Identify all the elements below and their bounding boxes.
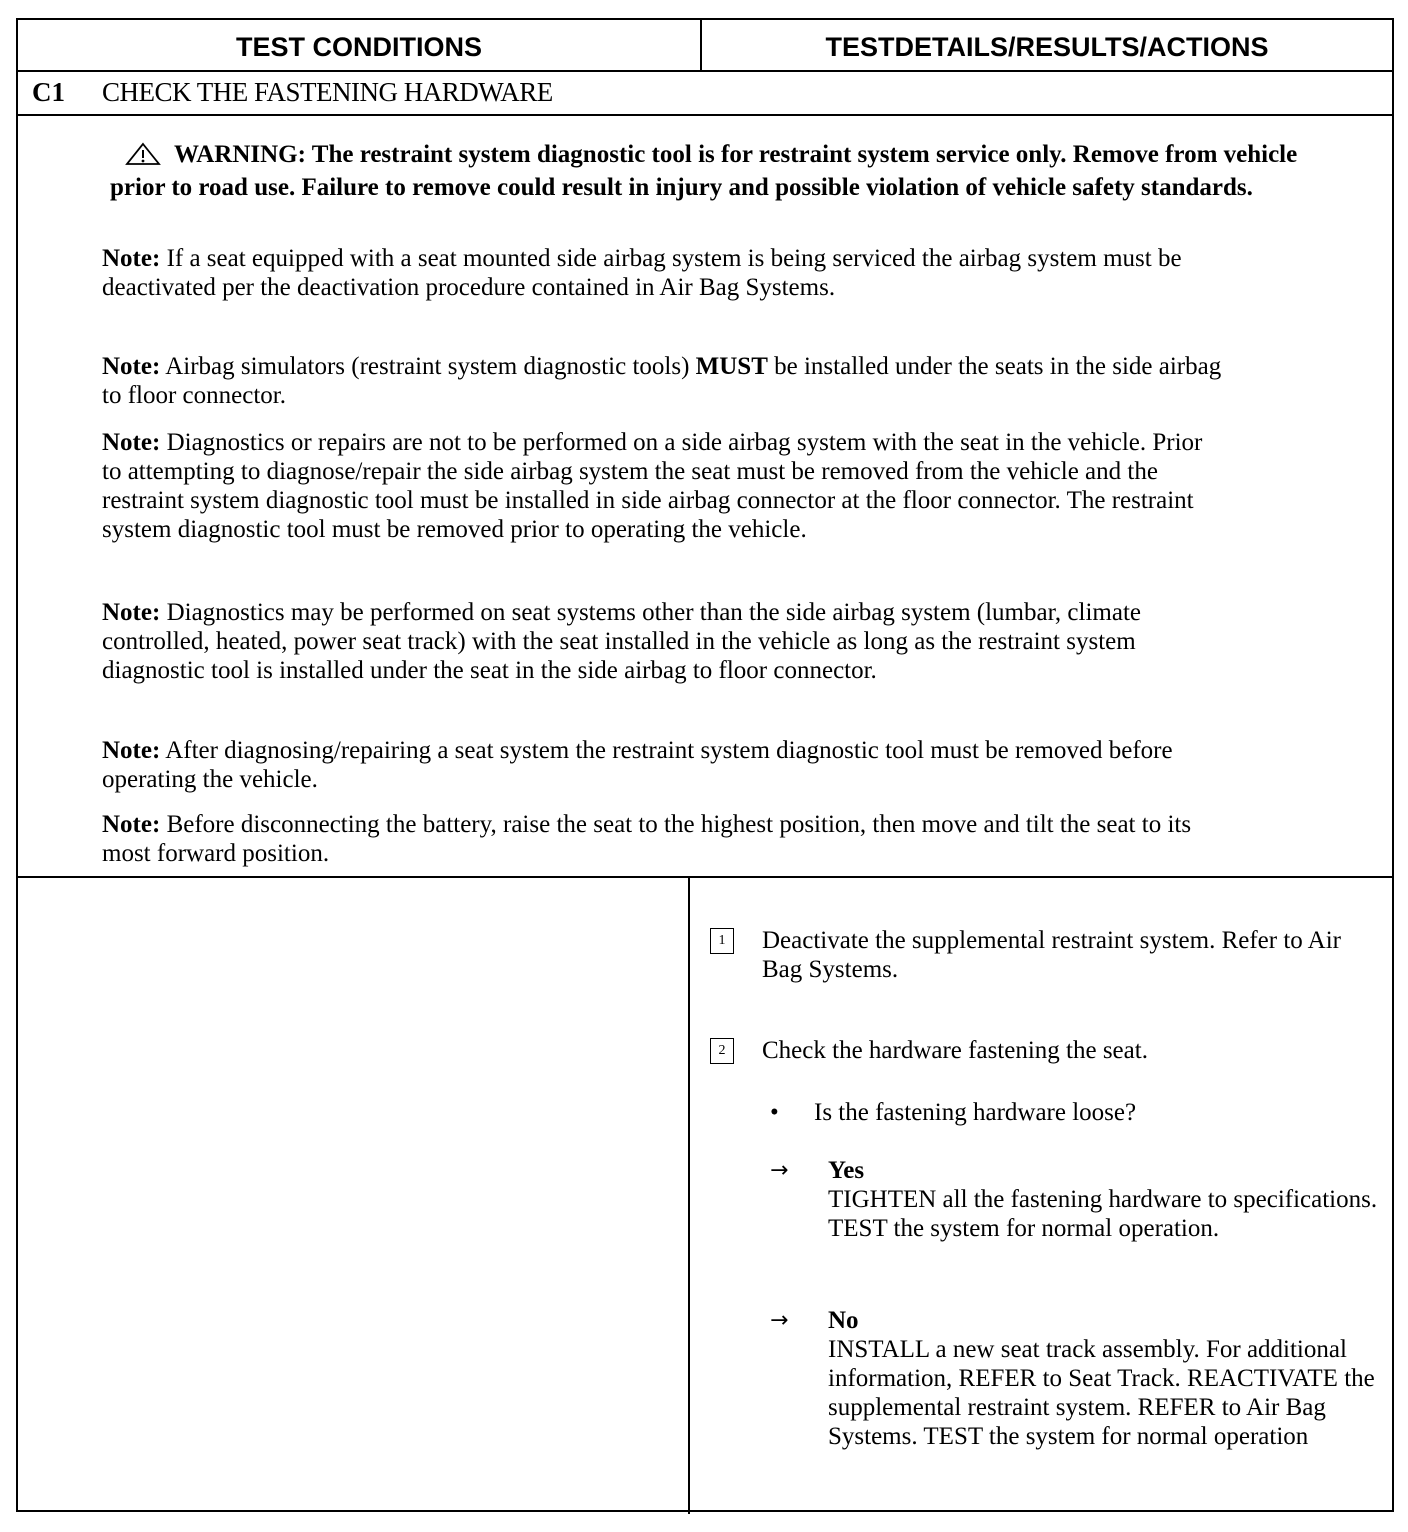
note-2 [102,352,1222,410]
step-number-box: 1 [710,928,734,954]
header-test-details: TESTDETAILS/RESULTS/ACTIONS [825,32,1269,62]
note-text: If a seat equipped with a seat mounted side airbag system is being serviced the airbag system must be deactivated per the deactivation procedure contained in Air Bag Systems. [102,245,1182,301]
note-label: Note: [102,811,161,838]
diagnostic-table [16,18,1394,1512]
notes-panel [18,116,1392,878]
note-5 [102,736,1222,794]
section-code: C1 [32,77,65,107]
bullet-icon: • [770,1099,779,1126]
note-text: After diagnosing/repairing a seat system the restraint system diagnostic tool must be removed before operating the vehicle. [102,737,1173,793]
note-emphasis: MUST [695,353,768,380]
question-text: Is the fastening hardware loose? [814,1099,1137,1126]
warning-label: WARNING: [174,141,306,168]
note-1 [102,244,1222,302]
step-text: Check the hardware fastening the seat. [762,1037,1148,1064]
warning-block [110,140,1310,202]
note-text: be installed under the seats in the side airbag to floor connector. [102,353,1222,409]
warning-triangle-icon [124,142,162,173]
header-test-conditions: TEST CONDITIONS [18,20,702,70]
note-3 [102,428,1222,544]
section-title-row [18,72,1392,116]
table-header [18,20,1392,72]
note-label: Note: [102,353,161,380]
note-label: Note: [102,245,161,272]
answer-text: INSTALL a new seat track assembly. For additional information, REFER to Seat Track. REACTIVATE the supplemental restraint system. REFER to Air Bag Systems. TEST the system for normal operation [828,1336,1375,1450]
note-6 [102,810,1222,868]
note-label: Note: [102,599,161,626]
arrow-right-icon: → [770,1308,789,1333]
column-divider [688,878,690,1514]
note-text: Diagnostics may be performed on seat systems other than the side airbag system (lumbar, climate controlled, heated, power seat track) with the seat installed in the vehicle as long as the restraint system diagnostic tool is installed under the seat in the side airbag to floor connector. [102,599,1141,684]
answer-yes [828,1156,1388,1243]
warning-text: The restraint system diagnostic tool is for restraint system service only. Remove from vehicle prior to road use. Failure to remove could result in injury and possible violation of vehicle safety standards. [110,141,1298,201]
section-title: CHECK THE FASTENING HARDWARE [102,77,553,107]
answer-text: TIGHTEN all the fastening hardware to specifications. TEST the system for normal operation. [828,1186,1378,1242]
step-text: Deactivate the supplemental restraint system. Refer to Air Bag Systems. [762,927,1341,983]
step-number-box: 2 [710,1038,734,1064]
note-4 [102,598,1222,685]
note-text: Before disconnecting the battery, raise the seat to the highest position, then move and tilt the seat to its most forward position. [102,811,1192,867]
note-text: Airbag simulators (restraint system diagnostic tools) [165,353,690,380]
note-label: Note: [102,737,161,764]
answer-label: No [828,1307,859,1334]
answer-label: Yes [828,1157,865,1184]
note-text: Diagnostics or repairs are not to be performed on a side airbag system with the seat in the vehicle. Prior to attempting to diagnose/repair the side airbag system the seat must be removed from the vehicle and the restraint system diagnostic tool must be installed in side airbag connector at the floor connector. The restraint system diagnostic tool must be removed prior to operating the vehicle. [102,429,1203,543]
note-label: Note: [102,429,161,456]
arrow-right-icon: → [770,1158,789,1183]
answer-no [828,1306,1388,1451]
